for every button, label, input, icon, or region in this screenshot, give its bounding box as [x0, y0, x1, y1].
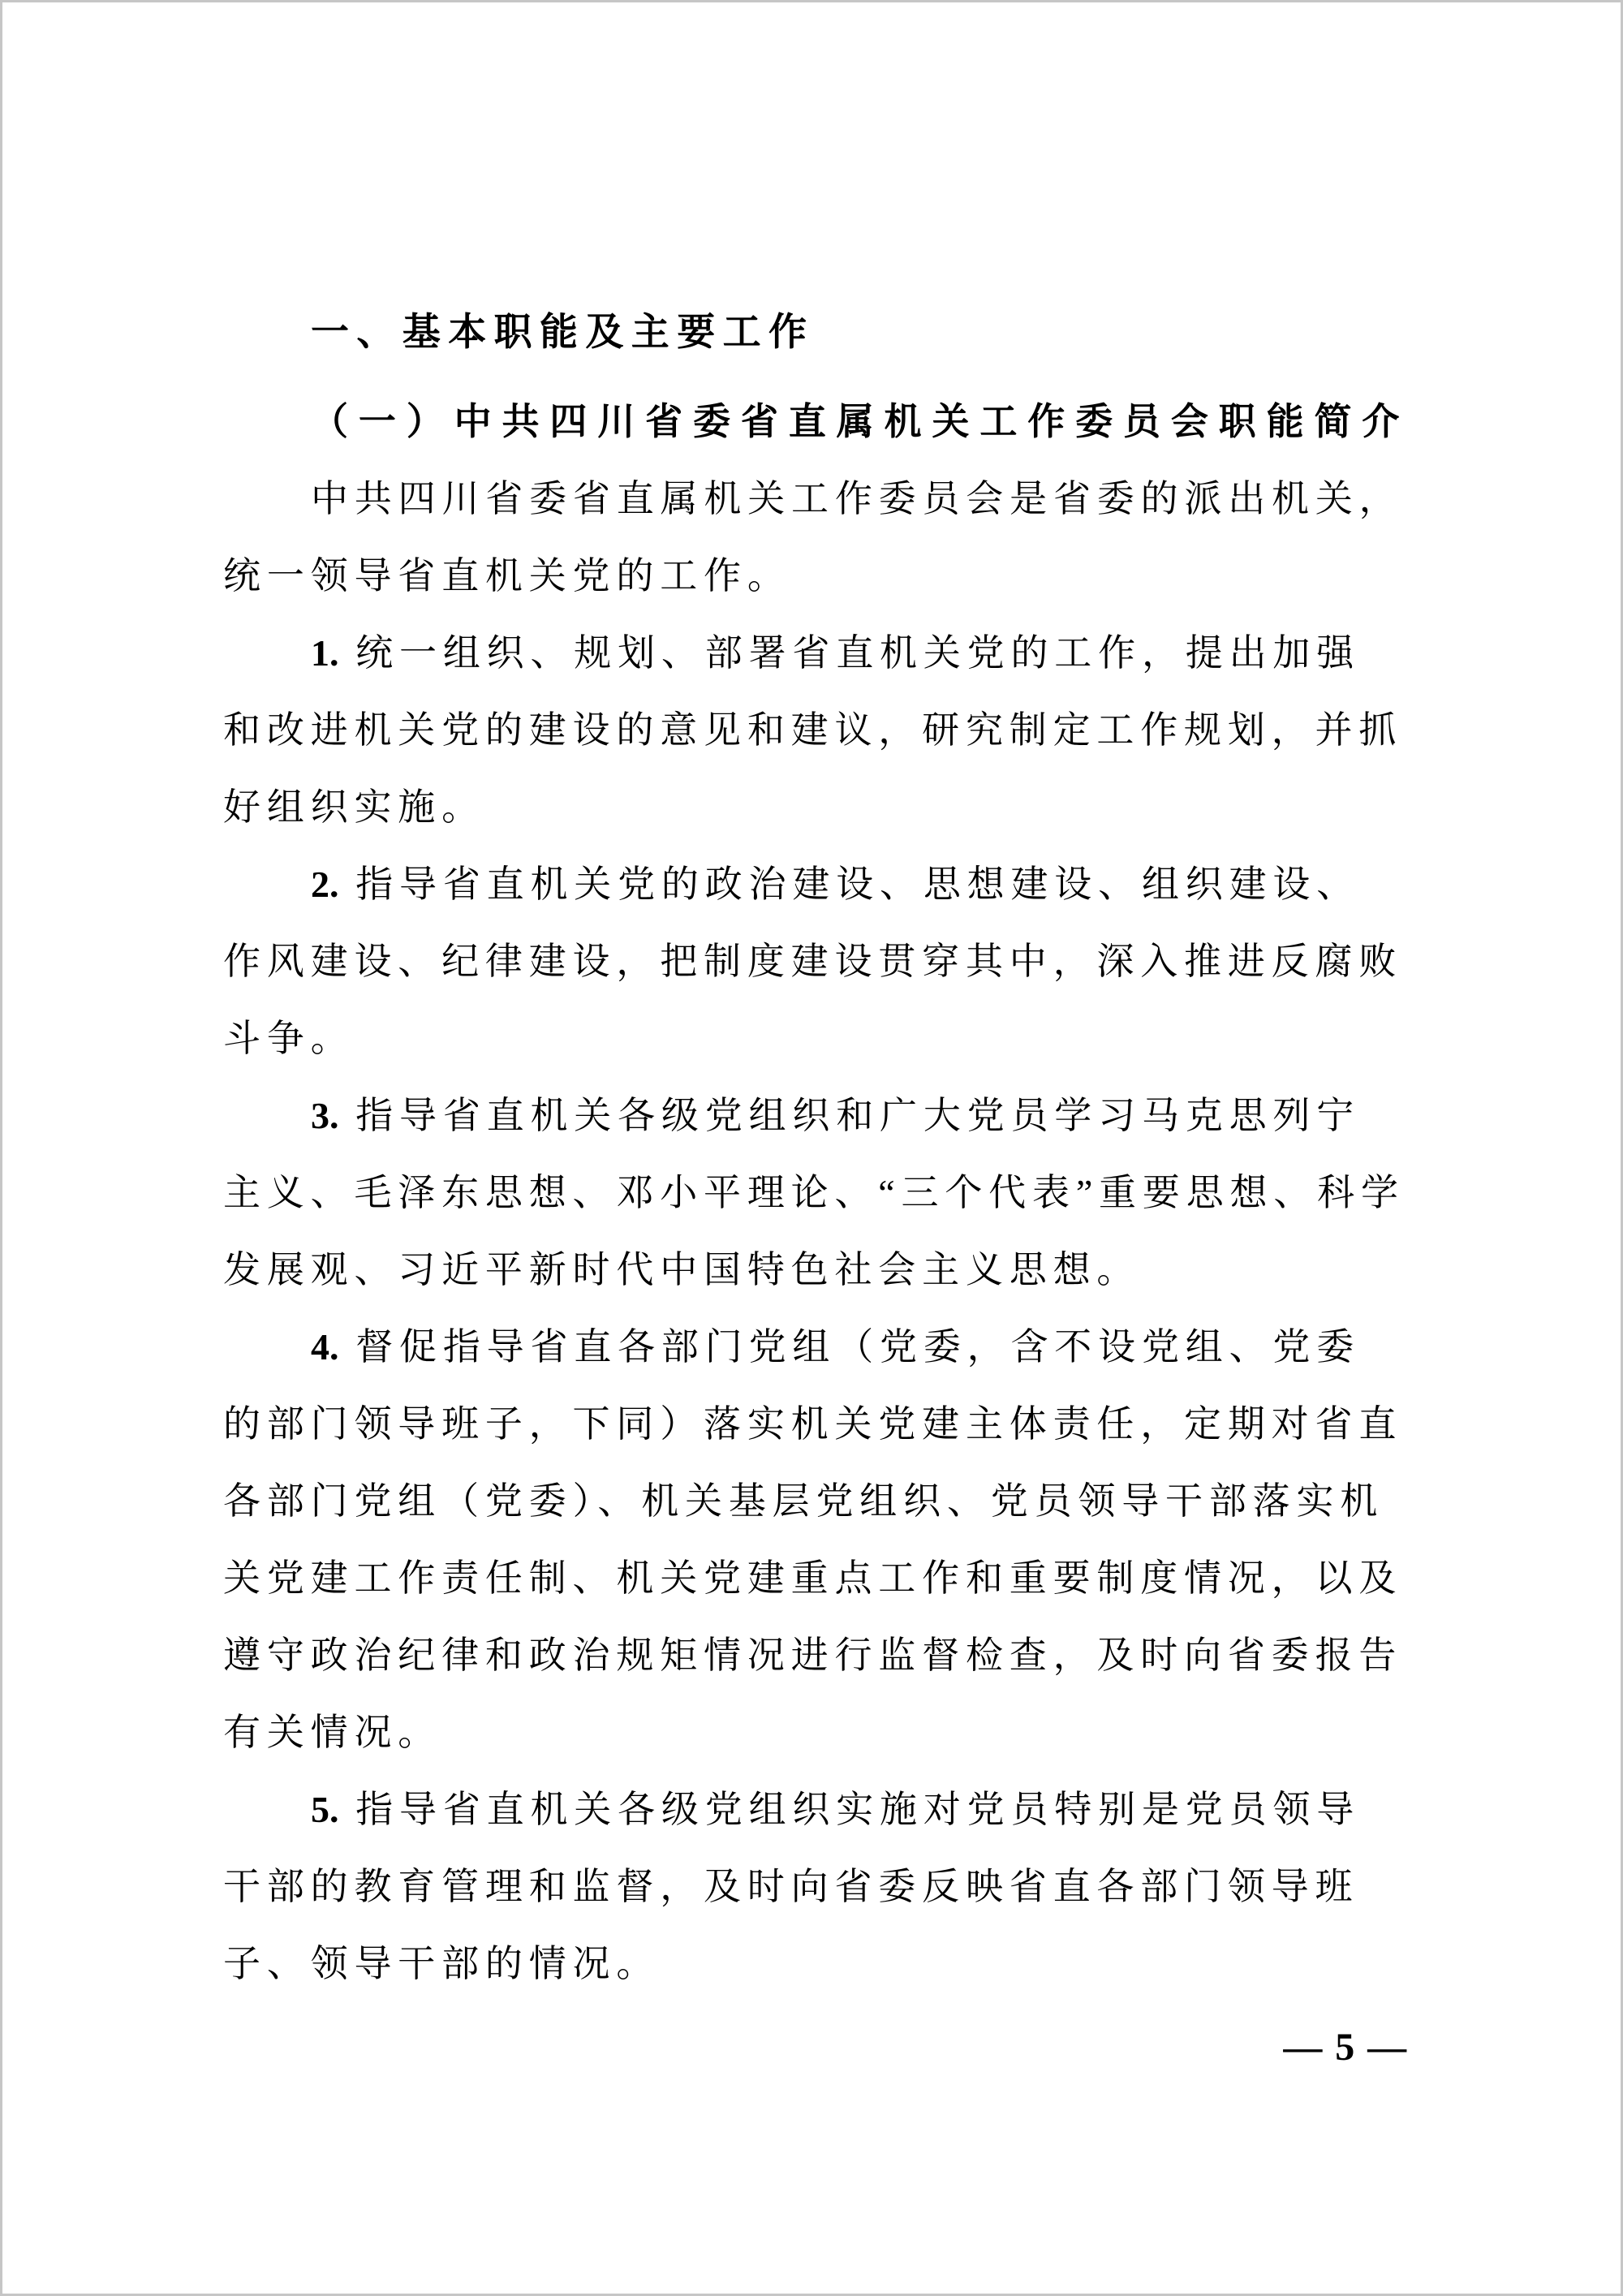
item-number: 3. [311, 1095, 339, 1136]
text-line [223, 769, 1408, 846]
text-line [223, 1771, 1408, 1848]
text-line [223, 923, 1408, 1000]
line-text: 各部门党组（党委）、机关基层党组织、党员领导干部落实机 [223, 1480, 1384, 1522]
line-text: 指导省直机关各级党组织实施对党员特别是党员领导 [355, 1789, 1361, 1830]
text-line [223, 614, 1408, 691]
line-text: 斗争。 [223, 1018, 355, 1059]
text-line [223, 1617, 1408, 1694]
line-text: 关党建工作责任制、机关党建重点工作和重要制度情况，以及 [223, 1557, 1403, 1599]
line-text: 子、领导干部的情况。 [223, 1943, 661, 1984]
line-text: 指导省直机关各级党组织和广大党员学习马克思列宁 [355, 1095, 1361, 1136]
line-text: （一）中共四川省委省直属机关工作委员会职能简介 [311, 401, 1410, 442]
text-line [223, 1385, 1408, 1462]
body-lines [223, 383, 1408, 2002]
line-text: 统一领导省直机关党的工作。 [223, 555, 791, 597]
line-text: 有关情况。 [223, 1712, 442, 1753]
text-line [223, 846, 1408, 923]
item-number: 1. [311, 632, 339, 674]
page-number: — 5 — [1283, 2026, 1408, 2069]
line-text: 统一组织、规划、部署省直机关党的工作，提出加强 [355, 632, 1361, 674]
text-line [223, 1000, 1408, 1077]
text-line [223, 1308, 1408, 1385]
line-text: 发展观、习近平新时代中国特色社会主义思想。 [223, 1249, 1141, 1290]
line-text: 和改进机关党的建设的意见和建议，研究制定工作规划，并抓 [223, 709, 1403, 751]
text-line [223, 1925, 1408, 2002]
document-content [223, 293, 1408, 2072]
text-line [223, 1694, 1408, 1771]
line-text: 主义、毛泽东思想、邓小平理论、“三个代表”重要思想、科学 [223, 1172, 1405, 1213]
text-line [223, 1462, 1408, 1540]
line-text: 中共四川省委省直属机关工作委员会是省委的派出机关， [311, 478, 1403, 519]
line-text: 遵守政治纪律和政治规矩情况进行监督检查，及时向省委报告 [223, 1635, 1403, 1676]
line-text: 干部的教育管理和监督，及时向省委反映省直各部门领导班 [223, 1866, 1359, 1907]
line-text: 的部门领导班子，下同）落实机关党建主体责任，定期对省直 [223, 1403, 1403, 1445]
text-line [223, 691, 1408, 769]
item-number: 5. [311, 1789, 339, 1830]
line-text: 指导省直机关党的政治建设、思想建设、组织建设、 [355, 864, 1361, 905]
text-line [223, 383, 1408, 460]
text-line [223, 1231, 1408, 1308]
text-line [223, 1848, 1408, 1925]
item-number: 2. [311, 864, 339, 905]
line-text: 好组织实施。 [223, 786, 485, 828]
section-heading: 一、基本职能及主要工作 [311, 310, 815, 353]
item-number: 4. [311, 1326, 339, 1368]
text-line [223, 1154, 1408, 1231]
line-text: 督促指导省直各部门党组（党委，含不设党组、党委 [355, 1326, 1361, 1368]
text-line [223, 1077, 1408, 1154]
text-line [223, 460, 1408, 537]
line-text: 作风建设、纪律建设，把制度建设贯穿其中，深入推进反腐败 [223, 941, 1403, 982]
text-line [223, 537, 1408, 614]
text-line [223, 1540, 1408, 1617]
